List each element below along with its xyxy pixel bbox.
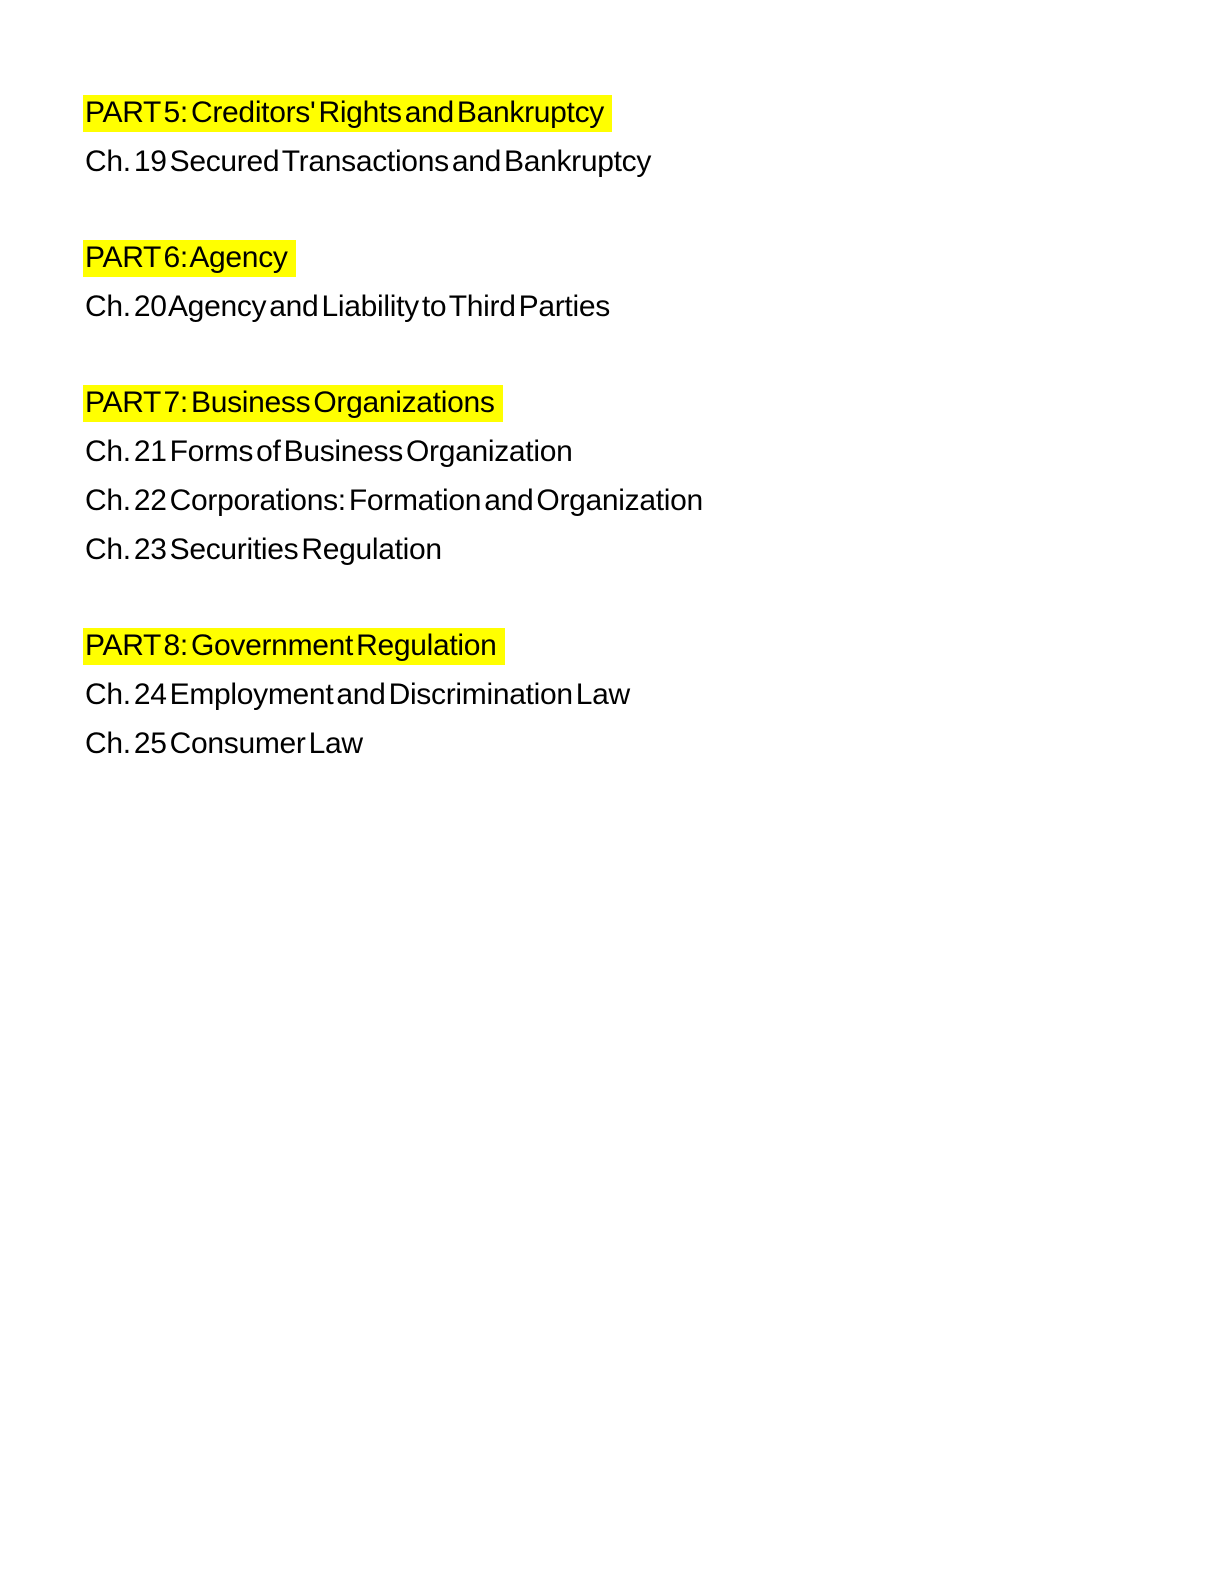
part-5-header bbox=[85, 88, 1164, 137]
toc-section-part-7 bbox=[85, 378, 1164, 574]
chapter-line-24: Ch. 24 Employment and Discrimination Law bbox=[85, 678, 630, 711]
chapter-line-21: Ch. 21 Forms of Business Organization bbox=[85, 435, 573, 468]
part-6-header bbox=[85, 233, 1164, 282]
part-7-header bbox=[85, 378, 1164, 427]
table-of-contents bbox=[0, 0, 1224, 768]
part-8-header bbox=[85, 621, 1164, 670]
part-7-header-highlight: PART 7: Business Organizations bbox=[83, 385, 503, 422]
chapter-line-20: Ch. 20 Agency and Liability to Third Parties bbox=[85, 290, 610, 323]
chapter-line-19: Ch. 19 Secured Transactions and Bankruptcy bbox=[85, 145, 652, 178]
part-8-header-highlight: PART 8: Government Regulation bbox=[83, 628, 505, 665]
toc-section-part-6 bbox=[85, 233, 1164, 331]
toc-section-part-5 bbox=[85, 88, 1164, 186]
toc-section-part-8 bbox=[85, 621, 1164, 768]
chapter-line-23: Ch. 23 Securities Regulation bbox=[85, 533, 442, 566]
chapter-line-22: Ch. 22 Corporations: Formation and Organization bbox=[85, 484, 703, 517]
part-5-header-highlight: PART 5: Creditors' Rights and Bankruptcy bbox=[83, 95, 612, 132]
chapter-line-25: Ch. 25 Consumer Law bbox=[85, 727, 363, 760]
part-6-header-highlight: PART 6: Agency bbox=[83, 240, 296, 277]
